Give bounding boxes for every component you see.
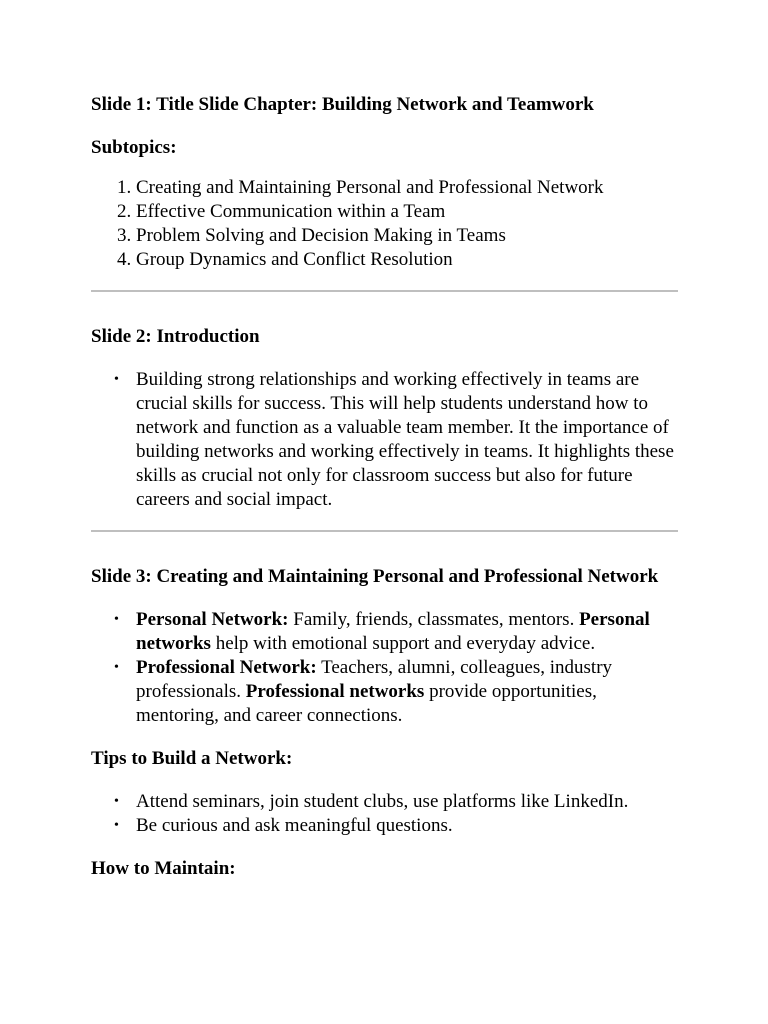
subtopic-item: 3. Problem Solving and Decision Making in Teams xyxy=(136,224,678,248)
list-item xyxy=(114,608,678,656)
slide3-title: Slide 3: Creating and Maintaining Personal and Professional Network xyxy=(91,566,659,587)
personal-networks-bold: Personal networks xyxy=(136,609,650,654)
personal-network-text-2: help with emotional support and everyday advice. xyxy=(210,633,596,654)
section-divider xyxy=(91,290,678,292)
intro-list xyxy=(91,368,678,512)
bullet-icon: • xyxy=(114,660,119,675)
intro-text: Building strong relationships and working effectively in teams are crucial skills for success. This will help students understand how to network and function as a valuable team member. It the importance of building networks and working effectively in teams. It highlights these skills as crucial not only for classroom success but also for future careers and social impact. xyxy=(136,369,674,510)
list-item xyxy=(114,656,678,728)
subtopics-heading: Subtopics: xyxy=(91,137,177,158)
tips-list xyxy=(91,790,678,838)
tips-heading: Tips to Build a Network: xyxy=(91,748,293,769)
bullet-icon: • xyxy=(114,794,119,809)
tip-text: Be curious and ask meaningful questions. xyxy=(136,815,453,836)
subtopics-list xyxy=(91,176,678,272)
professional-network-label: Professional Network: xyxy=(136,657,317,678)
maintain-heading: How to Maintain: xyxy=(91,858,236,879)
slide2-title: Slide 2: Introduction xyxy=(91,326,260,347)
professional-network-text: Teachers, alumni, colleagues, industry professionals. xyxy=(136,657,613,702)
personal-network-label: Personal Network: xyxy=(136,609,289,630)
bullet-icon: • xyxy=(114,818,119,833)
subtopic-item: 2. Effective Communication within a Team xyxy=(136,200,678,224)
subtopic-item: 1. Creating and Maintaining Personal and Professional Network xyxy=(136,176,678,200)
tip-text: Attend seminars, join student clubs, use platforms like LinkedIn. xyxy=(136,791,629,812)
network-types-list xyxy=(91,608,678,728)
professional-networks-bold: Professional networks xyxy=(245,681,425,702)
list-item xyxy=(114,368,678,512)
section-divider xyxy=(91,530,678,532)
bullet-icon: • xyxy=(114,372,119,387)
list-item xyxy=(114,790,678,814)
professional-network-text-2: provide opportunities, mentoring, and career connections. xyxy=(136,681,597,726)
subtopic-item: 4. Group Dynamics and Conflict Resolution xyxy=(136,248,678,272)
personal-network-text: Family, friends, classmates, mentors. xyxy=(288,609,580,630)
slide1-title: Slide 1: Title Slide Chapter: Building Network and Teamwork xyxy=(91,94,594,115)
bullet-icon: • xyxy=(114,612,119,627)
list-item xyxy=(114,814,678,838)
